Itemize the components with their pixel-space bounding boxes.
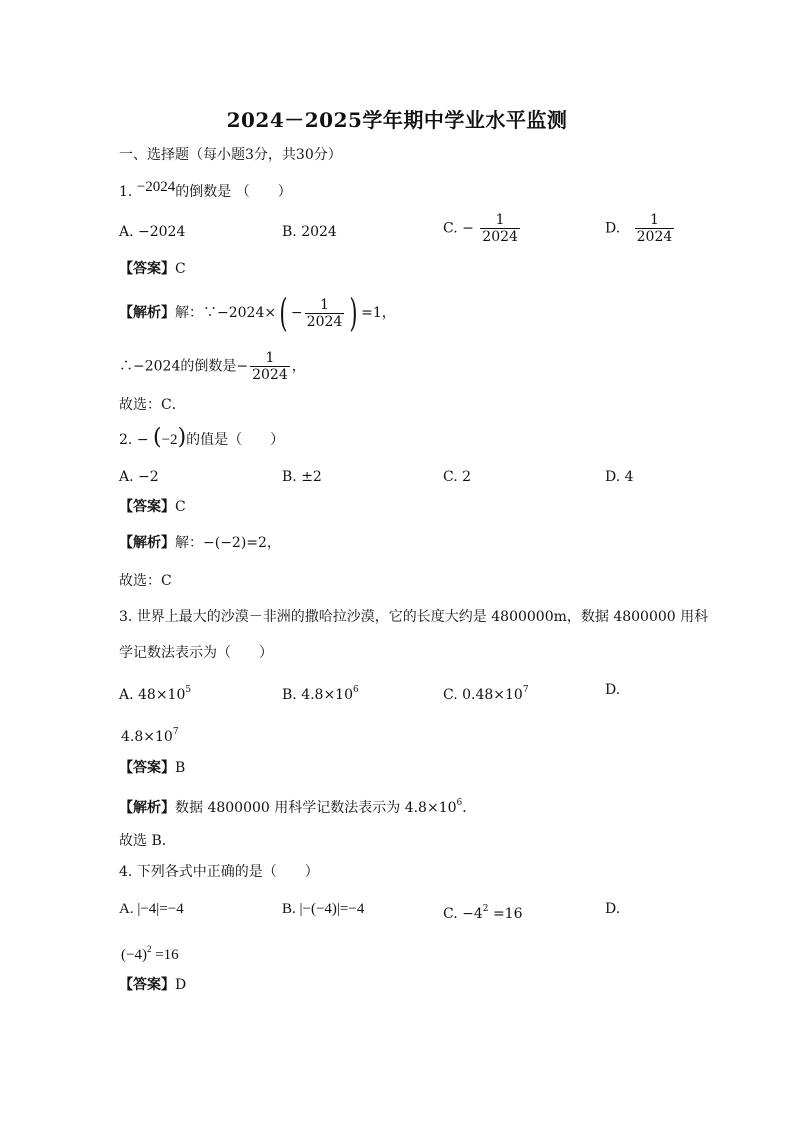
question-3-stem-line-2: 学记数法表示为（ ） [119,645,273,661]
option-d: D. 4 [605,469,634,485]
analysis-line-2: ∴−2024的倒数是− $\frac{1}{2024}$ ， [119,350,306,383]
fraction: $\frac{1}{2024}$ [482,212,518,245]
option-b: B. ±2 [282,469,322,485]
option-d: D. [605,682,621,698]
option-d: D. [605,901,621,917]
section-heading: 一、选择题（每小题3分，共30分） [119,147,342,163]
fraction: $\frac{1}{2024}$ [306,296,343,330]
answer-line: 【答案】D [119,977,187,993]
question-3-stem-line-1: 3. 世界上最大的沙漠－非洲的撒哈拉沙漠，它的长度大约是 4800000m，数据 4800000 用科 [119,609,709,625]
option-c: C. $0.48\times 10^7$ [443,685,529,703]
analysis-line: 【解析】解：−(−2)=2， [119,535,281,551]
conclusion: 故选：C． [119,397,186,413]
option-c: C. 2 [443,469,472,485]
fraction: $\frac{1}{2024}$ [252,350,288,383]
option-d-value: $(-4)^2 =16$ [121,944,179,963]
answer-line: 【答案】C [119,499,186,515]
option-a: A. −2024 [119,224,186,240]
option-d: D. $\frac{1}{2024}$ [605,212,673,245]
question-2-stem: 2. − (−2)的值是（ ） [119,425,285,450]
question-expression: −2024 [136,179,176,195]
option-a: A. $48\times 10^5$ [119,685,192,703]
answer-tag: 【答案】 [119,261,175,277]
analysis-tag: 【解析】 [119,305,175,321]
option-b: B. 2024 [282,224,337,240]
option-b: B. |−(−4)|=−4 [282,901,365,917]
page-title: 2024－2025学年期中学业水平监测 [226,108,568,132]
fraction: $\frac{1}{2024}$ [636,212,673,245]
conclusion: 故选 B． [119,833,176,849]
option-c: C. $-4^2 =16$ [443,904,523,922]
option-c: C. − $\frac{1}{2024}$ [443,212,518,245]
question-1-stem [119,179,292,202]
option-d-value: $4.8\times 10^7$ [121,727,179,745]
answer-line: 【答案】B [119,760,186,776]
question-4-stem: 4. 下列各式中正确的是（ ） [119,864,319,880]
analysis-line: 【解析】数据 4800000 用科学记数法表示为 $4.8\times 10^6$． [119,798,477,816]
option-b: B. $4.8\times 10^6$ [282,685,359,703]
question-number: 1. [119,184,133,200]
answer-line [119,259,186,279]
conclusion: 故选：C [119,573,172,589]
answer-value: C [175,261,186,277]
question-text: 的倒数是 （ ） [175,184,292,200]
analysis-line: 【解析】解：∵−2024×( − $\frac{1}{2024}$ ) =1， [119,291,396,335]
option-a: A. −2 [119,469,159,485]
option-a: A. |−4|=−4 [119,901,184,917]
